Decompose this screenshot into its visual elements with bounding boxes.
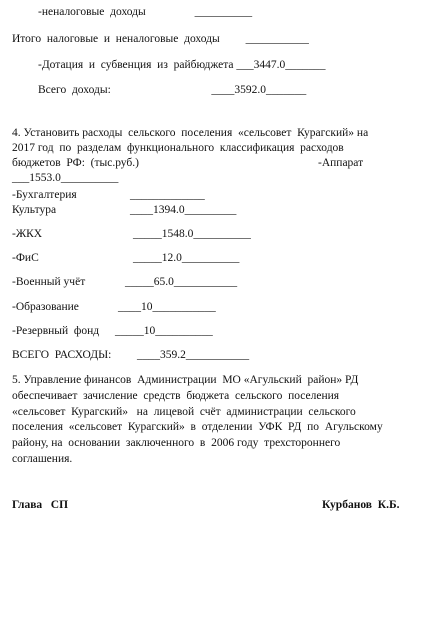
section4-line3-left: бюджетов РФ: (тыс.руб.) — [12, 157, 139, 169]
section4-line3-right: -Аппарат — [318, 157, 364, 169]
expense-value: _____1548.0__________ — [133, 228, 251, 240]
expense-label: -ФиС — [12, 252, 39, 264]
income-total-line: Всего доходы: ____3592.0_______ — [38, 84, 307, 96]
section5-line6: соглашения. — [12, 453, 73, 465]
signature-title: Глава СП — [12, 499, 69, 511]
expense-label: -Резервный фонд — [12, 325, 100, 337]
expense-value: ____1394.0_________ — [130, 204, 237, 216]
expense-label: Культура — [12, 204, 57, 216]
expense-label: -Бухгалтерия — [12, 189, 77, 201]
expense-label: -Военный учёт — [12, 276, 86, 288]
expense-value: _____10__________ — [115, 325, 213, 337]
section4-line2: 2017 год по разделам функционального классификация расходов — [12, 142, 344, 154]
income-subsidy-line: -Дотация и субвенция из райбюджета ___3447.0_______ — [38, 59, 326, 71]
expense-value: _____________ — [130, 189, 205, 201]
expense-total-value: ____359.2___________ — [137, 349, 250, 361]
expense-value: _____12.0__________ — [133, 252, 240, 264]
expense-label: -Образование — [12, 301, 79, 313]
signature-name: Курбанов К.Б. — [322, 499, 400, 511]
section5-line2: обеспечивает зачисление средств бюджета сельского поселения — [12, 390, 340, 402]
income-total-tax-nontax-line: Итого налоговые и неналоговые доходы ___________ — [12, 33, 309, 45]
section5-line5: району, на основании заключенного в 2006 году трехстороннего — [12, 437, 341, 449]
expense-value: ____10___________ — [118, 301, 216, 313]
section5-line4: поселения «сельсовет Курагский» в отделении УФК РД по Агульскому — [12, 421, 383, 433]
section5-line3: «сельсовет Курагский» на лицевой счёт администрации сельского — [12, 406, 356, 418]
section4-line4: ___1553.0__________ — [12, 172, 119, 184]
section4-line1: 4. Установить расходы сельского поселения «сельсовет Курагский» на — [12, 127, 369, 139]
section5-line1: 5. Управление финансов Администрации МО «Агульский район» РД — [12, 374, 359, 386]
income-nontax-line: -неналоговые доходы __________ — [38, 6, 253, 18]
expense-total-label: ВСЕГО РАСХОДЫ: — [12, 349, 112, 361]
expense-value: _____65.0___________ — [125, 276, 238, 288]
expense-label: -ЖКХ — [12, 228, 43, 240]
